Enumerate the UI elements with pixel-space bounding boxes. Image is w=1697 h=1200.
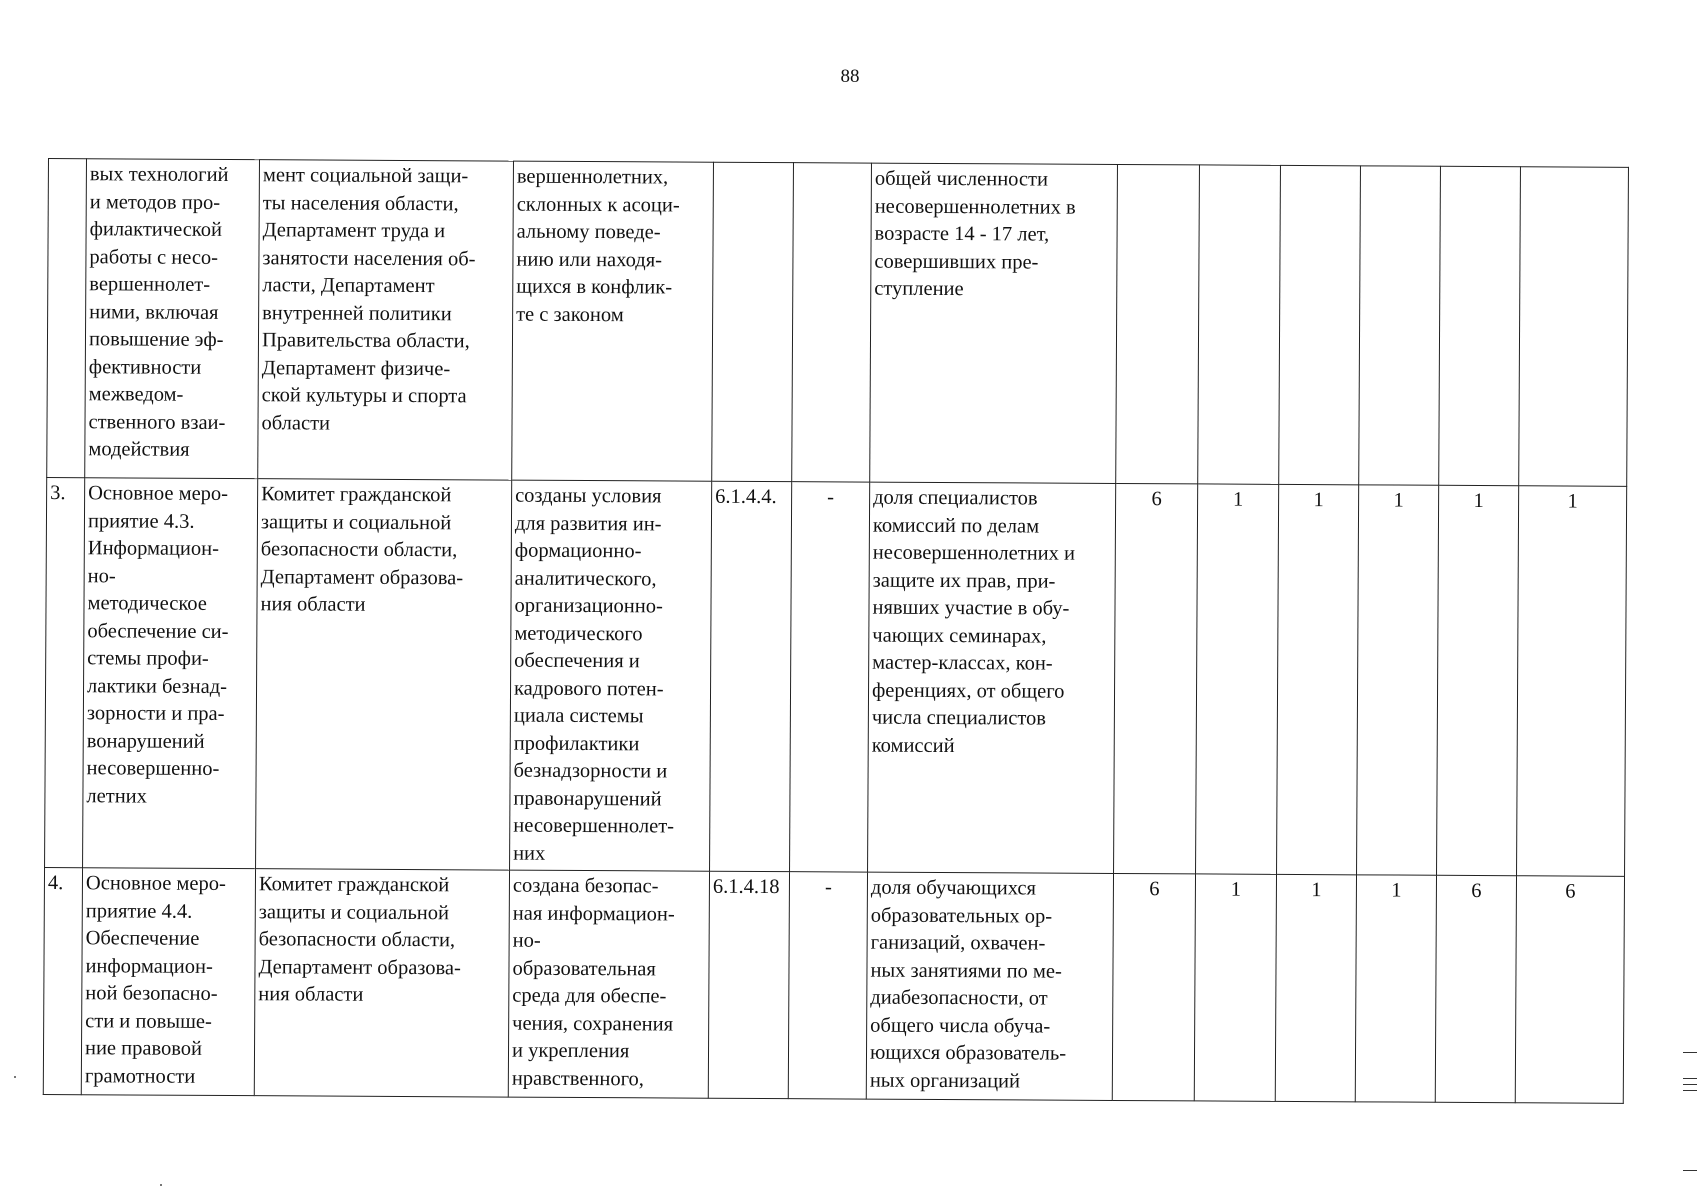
dash-cell xyxy=(792,163,872,482)
indicator-cell: доля обучающихся образовательных ор- ганизаций, охвачен- ных занятиями по ме- диабезопасности, от общего числа обуча- ющихся образователь- ных организаций xyxy=(866,872,1113,1100)
executor-cell: Комитет гражданской защиты и социальной безопасности области, Департамент образова- ния области xyxy=(254,869,509,1097)
program-table xyxy=(43,158,1629,1104)
value-cell: 6 xyxy=(1435,875,1516,1102)
value-cell: 1 xyxy=(1277,484,1359,874)
indicator-cell: доля специалистов комиссий по делам несовершеннолетних и защите их прав, при- нявших участие в обу- чающих семинарах, мастер-классах, кон- ференциях, от общего числа специалистов комиссий xyxy=(868,482,1116,873)
code-cell: 6.1.4.4. xyxy=(710,481,792,871)
table-row xyxy=(47,159,1629,487)
scan-speck xyxy=(14,1076,16,1078)
scan-speck xyxy=(160,1184,162,1186)
value-cell: 1 xyxy=(1275,874,1356,1101)
scan-edge-mark xyxy=(1683,1170,1697,1171)
row-number-cell xyxy=(47,159,87,478)
value-cell: 1 xyxy=(1355,875,1436,1102)
measure-cell: вых технологий и методов про- филактической работы с несо- вершеннолет- ними, включая повышение эф- фективности межведом- ственного взаи- модействия xyxy=(85,159,260,479)
value-cell: 6 xyxy=(1112,873,1195,1100)
measure-cell: Основное меро- приятие 4.4. Обеспечение информацион- ной безопасно- сти и повыше- ние правовой грамотности xyxy=(81,868,255,1096)
executor-cell: мент социальной защи- ты населения области, Департамент труда и занятости населения об- ласти, Департамент внутренней политики Правительства области, Департамент физиче- ской культуры и спорта области xyxy=(258,160,514,480)
indicator-cell: общей численности несовершеннолетних в возрасте 14 - 17 лет, совершивших пре- ступление xyxy=(870,163,1118,483)
scan-edge-mark xyxy=(1683,1078,1697,1079)
scan-edge-mark xyxy=(1683,1052,1697,1053)
value-cell xyxy=(1519,167,1629,487)
page-number: 88 xyxy=(840,66,860,87)
scan-edge-mark xyxy=(1683,1090,1697,1091)
row-number-cell: 3. xyxy=(45,477,85,867)
value-cell xyxy=(1116,164,1200,483)
value-cell: 6 xyxy=(1114,483,1198,873)
table-sheet xyxy=(43,158,1628,1104)
result-cell: вершеннолетних, склонных к асоци- альному поведе- нию или находя- щихся в конфлик- те с законом xyxy=(512,161,714,481)
value-cell: 1 xyxy=(1357,485,1439,875)
value-cell: 1 xyxy=(1196,484,1279,874)
value-cell: 1 xyxy=(1437,485,1519,875)
value-cell: 1 xyxy=(1194,874,1276,1101)
scan-edge-mark xyxy=(1683,1084,1697,1085)
table-row xyxy=(43,867,1624,1103)
measure-cell: Основное меро- приятие 4.3. Информацион- но- методическое обеспечение си- стемы профи- лактики безнад- зорности и пра- вонарушений несовершенно- летних xyxy=(83,478,258,869)
value-cell: 1 xyxy=(1517,486,1627,877)
dash-cell: - xyxy=(790,482,870,872)
value-cell xyxy=(1439,166,1521,485)
table-row xyxy=(45,477,1627,876)
value-cell xyxy=(1359,166,1441,485)
value-cell xyxy=(1279,165,1361,484)
result-cell: созданы условия для развития ин- формационно- аналитического, организационно- методического обеспечения и кадрового потен- циала системы профилактики безнадзорности и правонарушений несовершеннолет- них xyxy=(510,480,712,871)
row-number-cell: 4. xyxy=(43,867,82,1094)
dash-cell: - xyxy=(788,872,867,1099)
value-cell: 6 xyxy=(1515,876,1624,1104)
executor-cell: Комитет гражданской защиты и социальной безопасности области, Департамент образова- ния области xyxy=(256,479,512,870)
code-cell: 6.1.4.18 xyxy=(708,871,789,1098)
code-cell xyxy=(712,162,794,481)
result-cell: создана безопас- ная информацион- но- образовательная среда для обеспе- чения, сохранения и укрепления нравственного, xyxy=(508,870,709,1098)
value-cell xyxy=(1198,165,1281,484)
